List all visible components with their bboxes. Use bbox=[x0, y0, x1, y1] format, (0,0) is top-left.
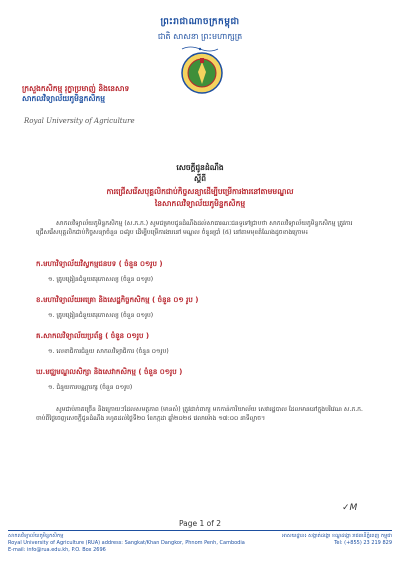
closing-paragraph: សូមជាប់ភាគច្រើន និងក្រោយៗដែលសមត្ថភាព (មានសំ) ត្រូវដាក់ពាក្យ មកកាន់ការិយាល័យ សេវារដ្ឋបាល ដែលមាននៅក្នុងបរិវេណ ស.ភ.ក. ចាប់ពីថ្ងៃចេញសេចក្តីជូនដំណឹង រហូតដល់ថ្ងៃទី២០ ខែកក្កដា ឆ្នាំ២០២៥ វេលាម៉ោង ១៧:០០ នាទីល្ងាច។ bbox=[36, 406, 363, 422]
position-c-detail: ១. លេខាធិការជំនួយ សាកលវិទ្យាធិការ (ចំនួន ០១រូប) bbox=[48, 348, 169, 355]
ministry-name: ក្រសួងកសិកម្ម រុក្ខាប្រមាញ់ និងនេសាទ bbox=[22, 84, 130, 93]
position-group-b: ខ.មហាវិទ្យាល័យអគ្រោ និងសេដ្ឋកិច្ចកសិកម្ម ( ចំនួន ០១ រូប ) bbox=[36, 296, 199, 304]
footer bbox=[8, 530, 392, 554]
footer-address-kh: អាសយដ្ឋាន៖ សង្កាត់ដង្កោ ខណ្ឌដង្កោ រាជធានីភ្នំពេញ កម្ពុជា bbox=[282, 533, 392, 539]
position-group-d: ឃ.មជ្ឈមណ្ឌលសិក្សា និងសេវាកសិកម្ម ( ចំនួន ០១រូប ) bbox=[36, 368, 183, 376]
university-logo-icon bbox=[180, 50, 224, 96]
ministry-block bbox=[22, 84, 129, 104]
position-b-detail: ១. គ្រូបង្រៀនជំនួយគរុកោសល្យ (ចំនួន ០១រូប) bbox=[48, 312, 154, 319]
university-name-en: Royal University of Agriculture bbox=[24, 117, 135, 125]
footer-address-en: Royal University of Agriculture (RUA) address: Sangkat/Khan Dangkor, Phnom Penh, Cambodia bbox=[8, 540, 245, 546]
university-name-kh: សាកលវិទ្យាល័យភូមិន្ទកសិកម្ម bbox=[22, 94, 106, 103]
position-d-detail: ១. ជំនួយការបណ្ណារក្ស (ចំនួន ០១រូប) bbox=[48, 384, 133, 391]
footer-university-kh: សាកលវិទ្យាល័យភូមិន្ទកសិកម្ម bbox=[8, 533, 64, 539]
position-a-detail: ១. គ្រូបង្រៀនជំនួយគរុកោសល្យ (ចំនួន ០១រូប) bbox=[48, 276, 154, 283]
notice-subject: ការជ្រើសរើសបុគ្គលិកជាប់កិច្ចសន្យាដើម្បីបម្រើការងារនៅតាមមណ្ឌល bbox=[106, 187, 294, 196]
kingdom-header bbox=[0, 16, 400, 43]
page-number: Page 1 of 2 bbox=[178, 519, 222, 528]
footer-email[interactable]: E-mail: info@rua.edu.kh, P.O. Box 2696 bbox=[8, 547, 106, 553]
footer-phone: Tel: (+855) 23 219 829 bbox=[334, 540, 392, 546]
position-group-c: គ.សាកលវិទ្យាល័យប្រព័ន្ធ ( ចំនួន ០១រូប ) bbox=[36, 332, 150, 340]
position-group-a: ក.មហាវិទ្យាល័យវិស្វកម្មជនបទ ( ចំនួន ០១រូប ) bbox=[36, 260, 163, 268]
notice-title: សេចក្តីជូនដំណឹង bbox=[176, 163, 224, 172]
notice-subject-cont: នៃសាកលវិទ្យាល័យភូមិន្ទកសិកម្ម bbox=[154, 199, 246, 208]
notice-subject-label: ស្តីពី bbox=[194, 174, 206, 183]
signature-mark: ✓M bbox=[342, 503, 358, 513]
intro-paragraph: សាកលវិទ្យាល័យភូមិន្ទកសិកម្ម (ស.ភ.ក.) សូមជម្រាបជូនដំណឹងដល់សាធារណៈជនទូទៅជ្រាបថា សាកលវិទ្យាល័យភូមិន្ទកសិកម្ម ត្រូវការជ្រើសរើសបុគ្គលិកជាប់កិច្ចសន្យាចំនួន ០៨រូប ដើម្បីបម្រើការងារនៅ មណ្ឌល ចំនួនប្រាំ (៥) នៅតាមមុខតំណែងដូចខាងក្រោម៖ bbox=[36, 220, 353, 236]
kingdom-motto: ជាតិ សាសនា ព្រះមហាក្សត្រ bbox=[157, 32, 243, 41]
kingdom-title: ព្រះរាជាណាចក្រកម្ពុជា bbox=[160, 17, 240, 27]
